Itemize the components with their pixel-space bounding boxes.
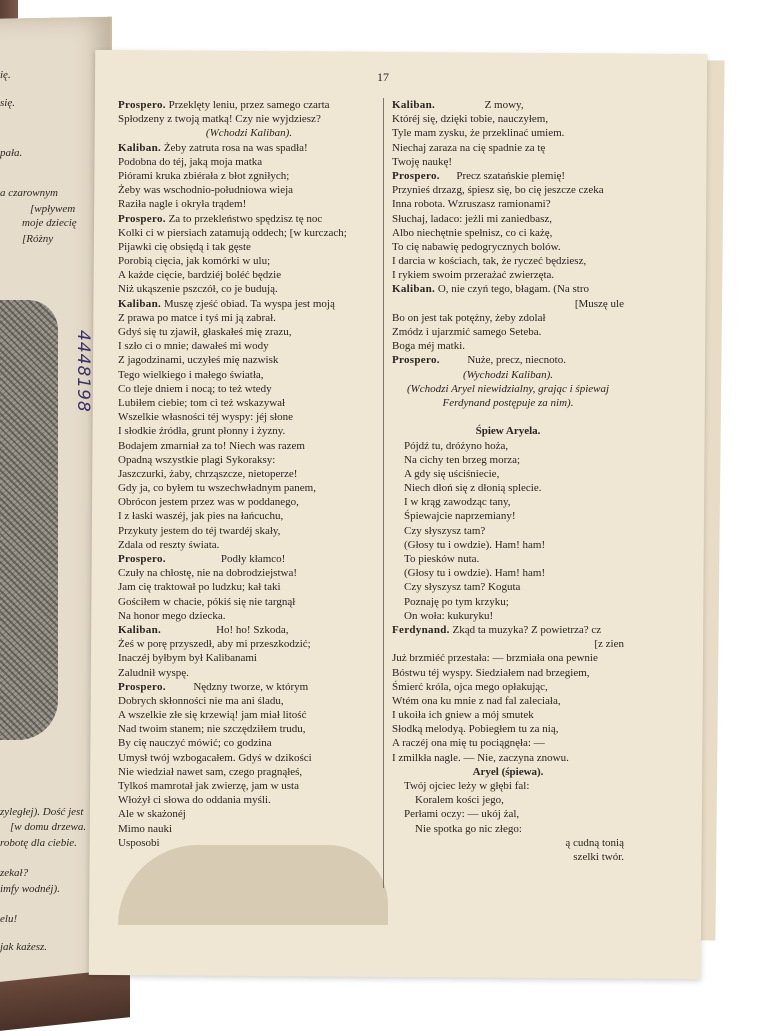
left-page-fragment: zyległej). Dość jest [0,806,84,818]
speech-text: Precz szatańskie plemię! [439,169,566,182]
verse-line: I rykiem swoim przerażać zwierzęta. [392,269,555,282]
left-page-fragment: elu! [0,913,18,925]
speech-text: Za to przekleństwo spędzisz tę noc [165,212,323,225]
verse-line: Piórami kruka zbiérała z błot zgniłych; [118,169,290,182]
verse-line: I szło ci o mnie; dawałeś mi wody [118,340,269,353]
text-column-left [118,98,380,850]
blank-line [392,410,624,424]
verse-line: Z prawa po matce i tyś mi ją zabrał. [118,311,276,324]
verse-line: Słuchaj, ladaco: jeżli mi zaniedbasz, [392,212,553,225]
speaker-line [118,297,380,311]
verse-line: Lubiłem ciebie; tom ci też wskazywał [118,396,286,409]
speaker-line [118,623,380,637]
speaker-name: Prospero. [118,212,166,225]
speaker-line [392,169,624,183]
verse-line: Na cichy ten brzeg morza; [404,453,521,466]
verse-line: Koralem kości jego, [404,794,504,807]
speaker-name: Prospero. [392,354,440,367]
verse-line: Przykuty jestem do téj twardéj skały, [118,524,281,537]
verse-line-right: [Muszę ule [574,297,624,310]
verse-line: Niech dłoń się z dłonią splecie. [404,482,542,495]
verse-line: Wszelkie własności téj wyspy: jéj słone [118,411,294,424]
verse-line: Usposobi [118,836,160,849]
verse-line: Już brzmiéć przestała: — brzmiała ona pewnie [392,652,598,665]
verse-line: Gdyś się tu zjawił, głaskałeś mię zrazu, [118,326,292,338]
verse-line: Któréj się, dzięki tobie, nauczyłem, [392,113,549,126]
left-page-fragment: [Różny [22,233,54,245]
verse-line: Bodajem zmarniał za to! Niech was razem [118,439,305,452]
verse-line: I z łaski waszéj, jak pies na łańcuchu, [118,510,284,523]
left-page-fragment: ię. [0,69,11,81]
speech-text: Podły kłamco! [165,553,286,565]
speaker-line [118,680,380,694]
verse-line: On woła: kukuryku! [404,609,494,622]
verse-line: Tyle mam zysku, że przeklinać umiem. [392,127,565,140]
left-page-fragment: robotę dla ciebie. [0,837,77,849]
verse-line: Mimo nauki [118,822,173,835]
left-page-fragment: imfy wodnéj). [0,883,60,895]
verse-line: A każde cięcie, bardziéj boléć będzie [118,269,282,282]
verse-line: Na honor mego dziecka. [118,609,226,622]
verse-line: I ukoiła ich gniew a mój smutek [392,709,534,722]
speaker-line [118,552,380,566]
speech-text: Ho! ho! Szkoda, [161,623,289,636]
speaker-line [118,212,380,226]
speaker-name: Kaliban. [118,297,162,310]
verse-line-right: ą cudną tonią [565,836,624,849]
verse-line: I słodkie źródła, grunt płonny i żyzny. [118,425,286,438]
speaker-name: Prospero. [118,553,166,565]
torn-page-area [118,845,388,925]
verse-line: Niż ukąszenie pszczół, co je budują. [118,283,278,296]
verse-line: Jaszczurki, żaby, chrząszcze, nietoperze! [118,467,298,480]
engraving-illustration [0,300,58,740]
speech-text: Zkąd ta muzyka? Z powietrza? cz [449,623,602,636]
verse-line: Boga méj matki. [392,340,466,353]
speaker-line [392,282,624,296]
verse-line: Twój ojciec leży w głębi fal: [404,780,530,792]
verse-line: Czy słyszysz tam? [404,524,486,537]
speech-text: Nędzny tworze, w którym [165,680,309,693]
verse-line: Gościłem w chacie, pókiś się nie targnął [118,595,296,608]
verse-line: Zaludnił wyspę. [118,666,189,679]
speaker-line [392,353,624,367]
stage-direction: (Wchodzi Aryel niewidzialny, grając i śpiewaj [406,382,610,395]
left-page-fragment: się. [0,97,15,109]
verse-line: Bo on jest tak potężny, żeby zdolał [392,311,546,324]
left-page-fragment: pała. [0,147,23,159]
verse-line: Nad twoim stanem; nie szczędziłem trudu, [118,723,306,736]
verse-line: Włożył ci słowa do oddania myśli. [118,794,271,807]
verse-line: A raczéj ona mię tu pociągnęła: — [392,737,545,750]
verse-line: Co tleje dniem i nocą; to też wtedy [118,382,272,395]
speaker-line [392,623,624,637]
verse-line: Z jagodzinami, uczyłeś mię nazwisk [118,354,279,367]
verse-line: Zdala od reszty świata. [118,538,220,551]
verse-line: Inna robota. Wzruszasz ramionami? [392,198,551,211]
verse-line: Słodką melodyą. Pobiegłem tu za nią, [392,723,559,736]
verse-line: A gdy się uściśniecie, [404,467,500,480]
speaker-name: Prospero. [118,99,166,111]
verse-line: Tego wielkiego i małego światła, [118,368,264,381]
verse-line: Poznaję po tym krzyku; [404,595,509,608]
verse-line: Zmódz i ujarzmić samego Seteba. [392,326,542,338]
verse-line: I zmilkła nagle. — Nie, zaczyna znowu. [392,751,569,764]
speaker-name: Kaliban. [392,99,436,111]
verse-line: Czuły na chłostę, nie na dobrodziejstwa! [118,567,298,580]
text-column-right [392,98,624,864]
verse-line: Umysł twój wzbogacałem. Gdyś w dzikości [118,751,312,764]
verse-line: I darcia w kościach, tak, że ryczeć będziesz, [392,255,587,268]
verse-line: Niechaj zaraza na cię spadnie za tę [392,141,546,154]
verse-line: Dobrych skłonności nie ma ani śladu, [118,694,284,707]
verse-line-right: szelki twór. [573,850,624,863]
page-number: 17 [377,70,389,84]
verse-line: Nie wiedział nawet sam, czego pragnąłeś, [118,765,303,778]
verse-line: Ale w skażonéj [118,808,186,821]
verse-line: Gdy ja, co byłem tu wszechwładnym panem, [118,482,316,495]
verse-line: By cię nauczyć mówić; co godzina [118,737,272,750]
verse-line: To cię nabawię pedogrycznych bolów. [392,240,561,253]
speaker-line [392,98,624,112]
left-page-fragment: a czarownym [0,187,58,199]
verse-line: Porobią cięcia, jak komórki w ulu; [118,255,271,268]
left-page-fragment: jak każesz. [0,941,48,953]
speaker-name: Kaliban. [118,141,162,154]
speech-text: Nuże, precz, niecnoto. [439,354,566,367]
speech-text: Z mowy, [435,99,524,111]
verse-line: Wtém ona ku mnie z nad fal zaleciała, [392,694,561,707]
column-divider [383,98,384,888]
verse-line: To piesków nuta. [404,553,480,565]
left-page-fragment: moje dziecię [22,217,77,229]
verse-line: Przynieś drzazg, śpiesz się, bo cię jeszcze czeka [392,184,604,197]
verse-line: (Głosy tu i owdzie). Ham! ham! [404,538,546,551]
verse-line: Bóstwu téj wyspy. Siedziałem nad brzegiem, [392,666,590,679]
verse-line: Tylkoś mamrotał jak zwierzę, jam w usta [118,780,299,792]
left-page-fragment: [wpływem [30,203,76,215]
speaker-line [118,98,380,112]
verse-line: Pójdź tu, dróżyno hoża, [404,439,509,452]
left-page-fragment: zekał? [0,867,29,879]
verse-line: Kolki ci w piersiach zatamują oddech; [w kurczach; [118,226,347,239]
library-stamp [0,330,93,354]
speaker-line [118,141,380,155]
verse-line: Opadną wszystkie plagi Sykoraksy: [118,453,276,466]
speaker-name: Kaliban. [392,283,436,296]
verse-line: Albo niechętnie spełnisz, co ci każę, [392,226,553,239]
verse-line: A wszelkie złe się krzewią! jam miał litość [118,709,307,722]
verse-line: (Głosy tu i owdzie). Ham! ham! [404,567,546,580]
speaker-name: Prospero. [392,169,440,182]
verse-line: Żeś w porę przyszedł, aby mi przeszkodzić; [118,638,311,651]
verse-line: Obrócon jestem przez was w poddanego, [118,496,299,509]
speech-text: Przeklęty leniu, przez samego czarta [165,99,330,111]
speech-text: Żeby zatruta rosa na was spadła! [161,141,308,154]
verse-line: Podobna do téj, jaką moja matka [118,155,263,168]
verse-line: Twoję naukę! [392,155,453,168]
stage-direction: Ferdynand postępuje za nim). [442,396,574,409]
verse-line: Raziła nagle i okryła trądem! [118,198,247,211]
left-page-fragment: [w domu drzewa. [10,821,87,833]
verse-line: Spłodzeny z twoją matką! Czy nie wyjdziesz? [118,113,321,126]
speech-text: Muszę zjeść obiad. Ta wyspa jest moją [161,297,335,310]
verse-line: Inaczéj byłbym był Kalibanami [118,652,257,665]
verse-line: Śpiewajcie naprzemiany! [404,510,516,523]
verse-line: Nie spotka go nic złego: [404,822,522,835]
verse-line-right: [z zien [594,638,624,651]
verse-line: I w krąg zawodząc tany, [404,496,511,509]
verse-line: Śmierć króla, ojca mego opłakując, [392,680,548,693]
verse-line: Jam cię traktował po ludzku; kał taki [118,581,281,594]
song-title: Śpiew Aryela. [475,425,541,438]
speaker-name: Kaliban. [118,623,162,636]
stage-direction: (Wychodzi Kaliban). [462,368,554,381]
verse-line: Czy słyszysz tam? Koguta [404,581,521,594]
speaker-name: Prospero. [118,680,166,693]
verse-line: Żeby was wschodnio-południowa wieja [118,184,294,197]
speech-text: O, nie czyń tego, błagam. (Na stro [435,283,590,296]
speaker-name: Ferdynand. [392,623,450,636]
song-title: Aryel (śpiewa). [472,765,544,778]
stage-direction: (Wchodzi Kaliban). [205,127,293,140]
verse-line: Perłami oczy: — ukój żal, [404,808,520,821]
verse-line: Pijawki cię obsiędą i tak gęste [118,240,251,253]
